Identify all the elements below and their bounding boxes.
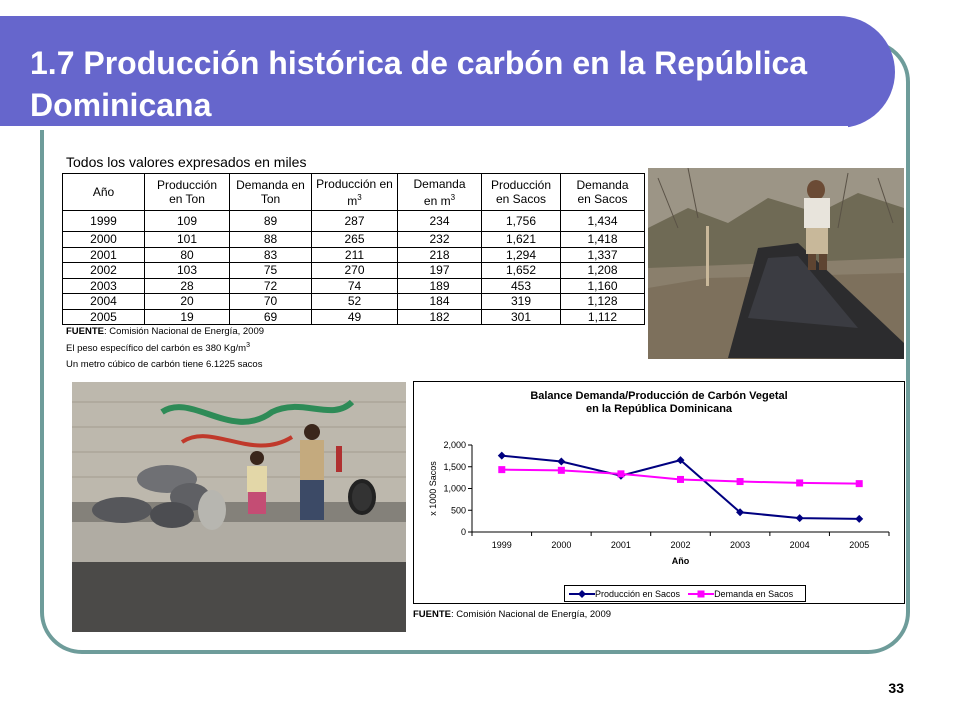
y-tick-label: 0 xyxy=(460,527,466,537)
table-cell: 49 xyxy=(312,309,398,325)
header-line2-text: en Sacos xyxy=(577,192,628,206)
table-cell: 287 xyxy=(312,211,398,232)
header-line2-text: Ton xyxy=(260,192,281,206)
header-line2 xyxy=(398,191,481,208)
table-cell: 1,294 xyxy=(482,247,561,263)
header-line2 xyxy=(482,192,560,206)
header-line2-text: m xyxy=(347,193,358,208)
legend-swatch xyxy=(688,589,714,599)
header-line2-text: en Ton xyxy=(169,192,205,206)
table-cell: 1,112 xyxy=(561,309,645,325)
chart-title-line2: en la República Dominicana xyxy=(585,403,733,415)
density-sup: 3 xyxy=(246,342,250,349)
header-line1: Demanda xyxy=(413,176,466,191)
legend-swatch xyxy=(569,589,595,599)
legend-marker xyxy=(698,590,705,597)
table-cell: 184 xyxy=(398,294,482,310)
page-number: 33 xyxy=(888,680,904,696)
table-cell: 2004 xyxy=(63,294,145,310)
x-tick-label: 1999 xyxy=(491,540,512,550)
fuente-text: : Comisión Nacional de Energía, 2009 xyxy=(104,326,265,337)
header-line2 xyxy=(145,192,229,206)
values-note: Todos los valores expresados en miles xyxy=(66,154,307,170)
table-cell: 453 xyxy=(482,278,561,294)
chart-fuente-label: FUENTE xyxy=(413,609,451,620)
table-cell: 189 xyxy=(398,278,482,294)
density-text: El peso específico del carbón es 380 Kg/m xyxy=(66,343,247,355)
table-header-cell xyxy=(312,174,398,211)
header-line2-text: en m xyxy=(423,193,451,208)
street-scene-photo xyxy=(72,382,406,632)
table-row xyxy=(63,309,645,325)
data-point-demanda xyxy=(677,476,684,483)
table-header-cell xyxy=(398,174,482,211)
table-cell: 1,418 xyxy=(561,232,645,248)
header-line1: Demanda en xyxy=(236,178,305,192)
table-header-cell xyxy=(482,174,561,211)
table-cell: 319 xyxy=(482,294,561,310)
table-cell: 197 xyxy=(398,263,482,279)
table-cell: 89 xyxy=(230,211,312,232)
table-cell: 52 xyxy=(312,294,398,310)
table-cell: 270 xyxy=(312,263,398,279)
chart-title-line1: Balance Demanda/Producción de Carbón Vegetal xyxy=(530,390,788,402)
table-cell: 1,160 xyxy=(561,278,645,294)
title-band xyxy=(0,16,895,128)
table-cell: 103 xyxy=(145,263,230,279)
table-cell: 74 xyxy=(312,278,398,294)
table-cell: 2005 xyxy=(63,309,145,325)
chart-legend xyxy=(564,585,806,602)
table-cell: 1999 xyxy=(63,211,145,232)
x-tick-label: 2002 xyxy=(670,540,691,550)
y-tick-label: 1,500 xyxy=(443,461,466,472)
table-cell: 1,434 xyxy=(561,211,645,232)
table-cell: 1,652 xyxy=(482,263,561,279)
series-line-produccion xyxy=(502,456,859,519)
balance-chart xyxy=(413,381,905,604)
y-tick-label: 1,000 xyxy=(443,483,466,494)
table-cell: 218 xyxy=(398,247,482,263)
y-tick-label: 2,000 xyxy=(443,440,466,450)
table-cell: 101 xyxy=(145,232,230,248)
header-line2 xyxy=(312,191,397,208)
table-cell: 20 xyxy=(145,294,230,310)
legend-item xyxy=(569,589,680,599)
table-cell: 88 xyxy=(230,232,312,248)
header-line1: Producción xyxy=(156,178,218,192)
table-header-cell xyxy=(63,174,145,211)
data-point-produccion xyxy=(557,457,565,465)
data-point-produccion xyxy=(855,515,863,523)
table-cell: 75 xyxy=(230,263,312,279)
table-cell: 28 xyxy=(145,278,230,294)
table-cell: 232 xyxy=(398,232,482,248)
data-point-demanda xyxy=(498,466,505,473)
header-line2 xyxy=(230,192,311,206)
table-header-cell xyxy=(145,174,230,211)
legend-label: Demanda en Sacos xyxy=(714,588,794,599)
header-line2-text: en Sacos xyxy=(495,192,547,206)
table-cell: 72 xyxy=(230,278,312,294)
title-underline xyxy=(0,126,848,130)
x-tick-label: 2003 xyxy=(730,540,751,550)
data-point-produccion xyxy=(498,452,506,460)
table-cell: 19 xyxy=(145,309,230,325)
header-sup: 3 xyxy=(450,192,456,202)
table-cell: 1,621 xyxy=(482,232,561,248)
table-cell: 182 xyxy=(398,309,482,325)
header-line1: Año xyxy=(92,185,115,199)
table-source xyxy=(66,326,264,337)
table-header-cell xyxy=(230,174,312,211)
bags-note: Un metro cúbico de carbón tiene 6.1225 sacos xyxy=(66,359,263,370)
table-cell: 1,337 xyxy=(561,247,645,263)
table-cell: 83 xyxy=(230,247,312,263)
table-header-row xyxy=(63,174,645,211)
table-cell: 80 xyxy=(145,247,230,263)
x-tick-label: 2005 xyxy=(849,540,870,550)
table-cell: 2003 xyxy=(63,278,145,294)
table-row xyxy=(63,211,645,232)
table-cell: 70 xyxy=(230,294,312,310)
x-tick-label: 2000 xyxy=(551,540,572,550)
data-point-demanda xyxy=(796,479,803,486)
table-cell: 234 xyxy=(398,211,482,232)
data-point-demanda xyxy=(617,470,624,477)
table-cell: 265 xyxy=(312,232,398,248)
table-cell: 211 xyxy=(312,247,398,263)
header-line1: Producción xyxy=(490,178,552,192)
chart-plot xyxy=(414,382,904,603)
header-line1: Producción en xyxy=(316,176,393,191)
table-cell: 109 xyxy=(145,211,230,232)
data-point-produccion xyxy=(796,514,804,522)
chart-fuente-text: : Comisión Nacional de Energía, 2009 xyxy=(451,609,612,620)
table-cell: 2001 xyxy=(63,247,145,263)
table-header-cell xyxy=(561,174,645,211)
header-sup: 3 xyxy=(357,192,362,202)
data-point-demanda xyxy=(737,478,744,485)
table-cell: 2000 xyxy=(63,232,145,248)
x-tick-label: 2001 xyxy=(610,540,631,550)
legend-marker xyxy=(578,590,586,598)
charcoal-field-photo xyxy=(648,168,904,359)
header-line1: Demanda xyxy=(576,178,629,192)
table-row xyxy=(63,232,645,248)
table-cell: 2002 xyxy=(63,263,145,279)
fuente-label: FUENTE xyxy=(66,326,104,337)
x-axis-label: Año xyxy=(671,556,690,566)
table-cell: 69 xyxy=(230,309,312,325)
table-row xyxy=(63,263,645,279)
table-cell: 1,756 xyxy=(482,211,561,232)
table-cell: 1,128 xyxy=(561,294,645,310)
y-axis-label: x 1000 Sacos xyxy=(428,461,438,516)
data-point-demanda xyxy=(856,480,863,487)
table-row xyxy=(63,278,645,294)
legend-label: Producción en Sacos xyxy=(595,588,681,599)
table-body xyxy=(63,211,645,325)
production-table xyxy=(62,173,645,325)
legend-item xyxy=(688,589,793,599)
table-cell: 1,208 xyxy=(561,263,645,279)
header-line2 xyxy=(561,192,644,206)
slide-title: 1.7 Producción histórica de carbón en la República Dominicana xyxy=(30,45,808,123)
table-row xyxy=(63,247,645,263)
density-note xyxy=(66,342,250,354)
x-tick-label: 2004 xyxy=(789,540,810,550)
table-cell: 301 xyxy=(482,309,561,325)
table-row xyxy=(63,294,645,310)
data-point-demanda xyxy=(558,467,565,474)
chart-source xyxy=(413,609,611,620)
y-tick-label: 500 xyxy=(450,505,466,516)
